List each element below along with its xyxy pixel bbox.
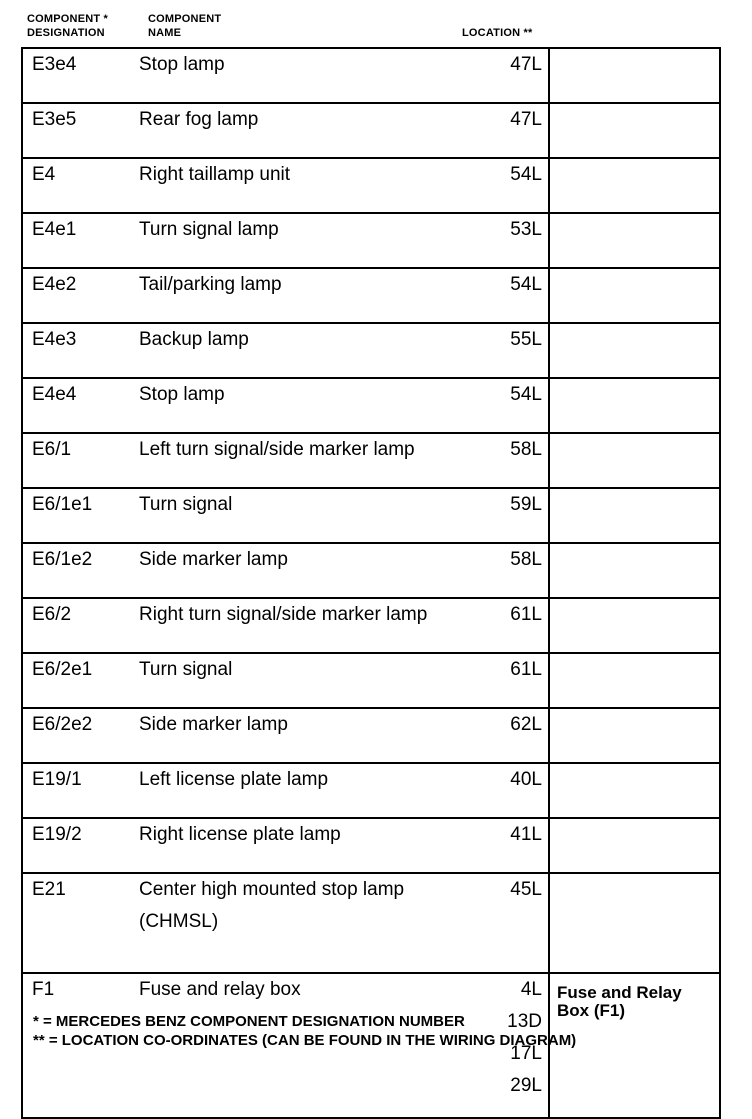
component-location bbox=[477, 213, 549, 268]
component-designation: E19/1 bbox=[22, 763, 139, 818]
component-note bbox=[549, 818, 720, 873]
component-note bbox=[549, 543, 720, 598]
component-location bbox=[477, 268, 549, 323]
table-row bbox=[22, 158, 720, 213]
component-location bbox=[477, 48, 549, 103]
location-coordinate: 13D bbox=[507, 1011, 542, 1032]
table-row bbox=[22, 323, 720, 378]
location-coordinate: 54L bbox=[510, 164, 542, 185]
header-location: LOCATION ** bbox=[462, 27, 533, 39]
component-note bbox=[549, 378, 720, 433]
component-note bbox=[549, 708, 720, 763]
component-name bbox=[139, 543, 477, 598]
component-designation: E21 bbox=[22, 873, 139, 973]
component-name bbox=[139, 48, 477, 103]
component-name-line: Right turn signal/side marker lamp bbox=[139, 604, 428, 625]
location-coordinate: 29L bbox=[510, 1075, 542, 1096]
component-note bbox=[549, 598, 720, 653]
component-note bbox=[549, 48, 720, 103]
component-location bbox=[477, 323, 549, 378]
component-designation: E6/2 bbox=[22, 598, 139, 653]
header-name bbox=[148, 12, 221, 40]
component-location bbox=[477, 653, 549, 708]
component-location bbox=[477, 708, 549, 763]
location-coordinate: 4L bbox=[520, 979, 542, 1000]
component-name-line: Rear fog lamp bbox=[139, 109, 259, 130]
location-coordinate: 61L bbox=[510, 604, 542, 625]
component-designation: E4e2 bbox=[22, 268, 139, 323]
component-name-line: Backup lamp bbox=[139, 329, 249, 350]
component-note bbox=[549, 433, 720, 488]
location-coordinate: 61L bbox=[510, 659, 542, 680]
component-location bbox=[477, 488, 549, 543]
table-row bbox=[22, 543, 720, 598]
component-note bbox=[549, 873, 720, 973]
component-name bbox=[139, 213, 477, 268]
location-coordinate: 58L bbox=[510, 439, 542, 460]
component-location bbox=[477, 378, 549, 433]
component-note bbox=[549, 653, 720, 708]
component-location bbox=[477, 158, 549, 213]
location-coordinate: 59L bbox=[510, 494, 542, 515]
component-name bbox=[139, 268, 477, 323]
location-coordinate: 17L bbox=[510, 1043, 542, 1064]
component-note bbox=[549, 488, 720, 543]
component-name-line: (CHMSL) bbox=[139, 911, 219, 932]
component-name-line: Stop lamp bbox=[139, 54, 225, 75]
table-row bbox=[22, 708, 720, 763]
table-row bbox=[22, 48, 720, 103]
location-coordinate: 54L bbox=[510, 384, 542, 405]
component-note bbox=[549, 103, 720, 158]
component-name bbox=[139, 158, 477, 213]
component-designation: F1 bbox=[22, 973, 139, 1118]
header-name-line2: NAME bbox=[148, 27, 182, 39]
location-coordinate: 47L bbox=[510, 54, 542, 75]
location-coordinate: 55L bbox=[510, 329, 542, 350]
component-location bbox=[477, 433, 549, 488]
component-designation: E4e4 bbox=[22, 378, 139, 433]
table-row bbox=[22, 433, 720, 488]
component-designation: E6/1 bbox=[22, 433, 139, 488]
table-row bbox=[22, 213, 720, 268]
component-designation: E6/2e2 bbox=[22, 708, 139, 763]
component-location bbox=[477, 818, 549, 873]
component-note bbox=[549, 323, 720, 378]
component-name-line: Side marker lamp bbox=[139, 714, 288, 735]
location-coordinate: 41L bbox=[510, 824, 542, 845]
location-coordinate: 47L bbox=[510, 109, 542, 130]
table-row bbox=[22, 378, 720, 433]
component-name-line: Turn signal bbox=[139, 494, 233, 515]
component-location bbox=[477, 103, 549, 158]
component-location bbox=[477, 598, 549, 653]
component-designation: E4 bbox=[22, 158, 139, 213]
component-designation: E3e4 bbox=[22, 48, 139, 103]
component-name bbox=[139, 818, 477, 873]
component-note bbox=[549, 763, 720, 818]
component-name bbox=[139, 378, 477, 433]
component-note bbox=[549, 213, 720, 268]
location-coordinate: 58L bbox=[510, 549, 542, 570]
component-note bbox=[549, 268, 720, 323]
component-designation: E4e3 bbox=[22, 323, 139, 378]
location-coordinate: 54L bbox=[510, 274, 542, 295]
component-name bbox=[139, 708, 477, 763]
component-designation: E6/1e1 bbox=[22, 488, 139, 543]
component-name-line: Side marker lamp bbox=[139, 549, 288, 570]
header-designation-line2: DESIGNATION bbox=[27, 27, 105, 39]
component-name bbox=[139, 653, 477, 708]
component-location bbox=[477, 763, 549, 818]
footnote-location: ** = LOCATION CO-ORDINATES (CAN BE FOUND IN THE WIRING DIAGRAM) bbox=[33, 1032, 577, 1049]
component-name-line: Tail/parking lamp bbox=[139, 274, 282, 295]
component-designation: E4e1 bbox=[22, 213, 139, 268]
component-name-line: Right taillamp unit bbox=[139, 164, 291, 185]
component-name bbox=[139, 763, 477, 818]
location-coordinate: 62L bbox=[510, 714, 542, 735]
table-row bbox=[22, 103, 720, 158]
location-coordinate: 53L bbox=[510, 219, 542, 240]
component-name-line: Left license plate lamp bbox=[139, 769, 329, 790]
component-designation: E3e5 bbox=[22, 103, 139, 158]
component-name bbox=[139, 873, 477, 973]
component-location bbox=[477, 873, 549, 973]
table-row bbox=[22, 598, 720, 653]
component-note: Fuse and Relay Box (F1) bbox=[549, 973, 720, 1118]
header-designation bbox=[27, 12, 108, 40]
component-note bbox=[549, 158, 720, 213]
component-name bbox=[139, 323, 477, 378]
location-coordinate: 40L bbox=[510, 769, 542, 790]
header-name-line1: COMPONENT bbox=[148, 13, 222, 25]
table-row bbox=[22, 488, 720, 543]
component-name-line: Left turn signal/side marker lamp bbox=[139, 439, 415, 460]
component-designation: E6/2e1 bbox=[22, 653, 139, 708]
component-name-line: Fuse and relay box bbox=[139, 979, 301, 1000]
component-name bbox=[139, 598, 477, 653]
table-row bbox=[22, 873, 720, 973]
component-name-line: Stop lamp bbox=[139, 384, 225, 405]
component-name bbox=[139, 103, 477, 158]
component-name bbox=[139, 433, 477, 488]
component-table bbox=[21, 47, 721, 1119]
component-designation: E19/2 bbox=[22, 818, 139, 873]
footnotes bbox=[33, 1012, 576, 1050]
table-row bbox=[22, 818, 720, 873]
table-row bbox=[22, 268, 720, 323]
component-name-line: Turn signal lamp bbox=[139, 219, 279, 240]
footnote-designation: * = MERCEDES BENZ COMPONENT DESIGNATION NUMBER bbox=[33, 1013, 465, 1030]
component-name-line: Right license plate lamp bbox=[139, 824, 341, 845]
component-location bbox=[477, 543, 549, 598]
component-name-line: Turn signal bbox=[139, 659, 233, 680]
table-row bbox=[22, 653, 720, 708]
component-name bbox=[139, 488, 477, 543]
component-designation: E6/1e2 bbox=[22, 543, 139, 598]
table-row bbox=[22, 763, 720, 818]
location-coordinate: 45L bbox=[510, 879, 542, 900]
component-name-line: Center high mounted stop lamp bbox=[139, 879, 405, 900]
header-designation-line1: COMPONENT * bbox=[27, 13, 109, 25]
